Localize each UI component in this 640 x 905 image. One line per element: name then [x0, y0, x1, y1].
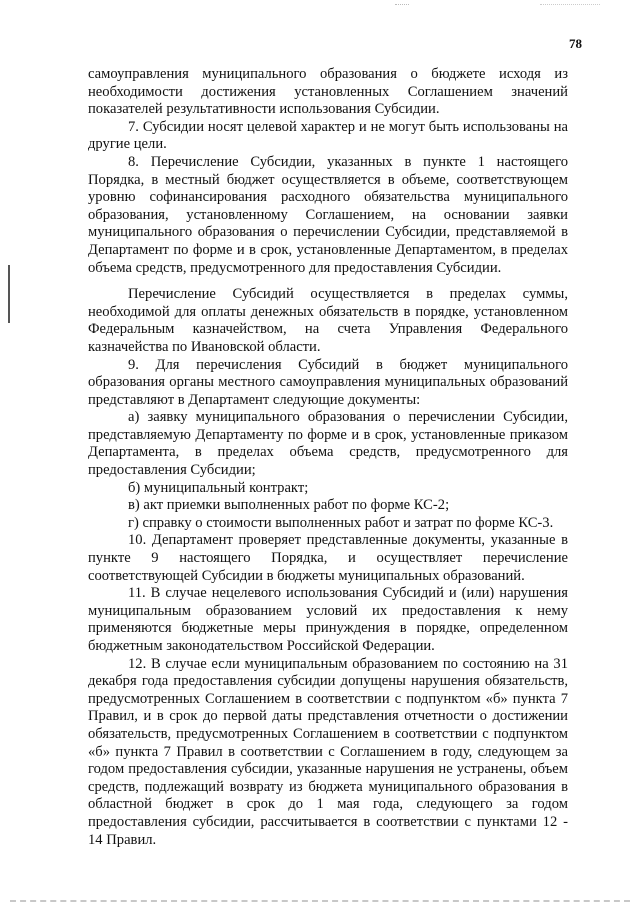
- document-body: [88, 66, 568, 849]
- scan-artifact-bottom: [10, 898, 630, 902]
- list-item-g: г) справку о стоимости выполненных работ и затрат по форме КС-3.: [128, 514, 554, 531]
- page-number: 78: [569, 36, 582, 51]
- paragraph-11: 11. В случае нецелевого использования Субсидий и (или) нарушения муниципальным образованием условий их предоставления к нему применяются бюджетные меры принуждения в порядке, определенном бюджетным законодательством Российской Федерации.: [88, 585, 568, 654]
- list-item-a: а) заявку муниципального образования о перечислении Субсидии, представляемую Департаменту по форме и в срок, установленные приказом Департамента, в пределах объема средств, предусмотренного для предоставления Субсидии;: [88, 409, 568, 479]
- scan-artifact-top-right: [540, 4, 600, 6]
- paragraph-9: 9. Для перечисления Субсидий в бюджет муниципального образования органы местного самоуправления муниципальных образований представляют в Департамент следующие документы:: [88, 356, 568, 408]
- scan-artifact-top: [395, 4, 409, 6]
- paragraph-12: 12. В случае если муниципальным образованием по состоянию на 31 декабря года предоставления субсидии допущены нарушения обязательств, предусмотренных Соглашением в соответствии с подпунктом «б» пункта 7 Правил, и в срок до первой даты представления отчетности о достижении обязательств, предусмотренных Соглашением в соответствии с подпунктом «б» пункта 7 Правил в соответствии с Соглашением в году, следующем за годом предоставления субсидии, указанные нарушения не устранены, объем средств, подлежащий возврату из бюджета муниципального образования в областной бюджет в срок до 1 мая года, следующего за годом предоставления субсидии, рассчитывается в соответствии с пунктами 12 - 14 Правил.: [88, 655, 568, 848]
- paragraph-10: 10. Департамент проверяет представленные документы, указанные в пункте 9 настоящего Порядка, и осуществляет перечисление соответствующей Субсидии в бюджеты муниципальных образований.: [88, 532, 568, 584]
- paragraph-8: 8. Перечисление Субсидии, указанных в пункте 1 настоящего Порядка, в местный бюджет осуществляется в объеме, соответствующем уровню софинансирования расходного обязательства муниципального образования, установленному Соглашением, на основании заявки муниципального образования о перечислении Субсидии, представляемой в Департамент по форме и в срок, установленные Департаментом, в пределах объема средств, предусмотренного для предоставления Субсидии.: [88, 153, 568, 276]
- list-item-v: в) акт приемки выполненных работ по форме КС-2;: [128, 497, 450, 514]
- paragraph-8-transfer: Перечисление Субсидий осуществляется в пределах суммы, необходимой для оплаты денежных обязательств в порядке, установленном Федеральным казначейством, на счета Управления Федерального казначейства по Ивановской области.: [88, 286, 568, 355]
- scan-artifact-left-bar: [8, 265, 10, 323]
- paragraph-7: 7. Субсидии носят целевой характер и не могут быть использованы на другие цели.: [88, 118, 568, 153]
- paragraph-continuation: самоуправления муниципального образования о бюджете исходя из необходимости достижения установленных Соглашением значений показателей результативности использования Субсидии.: [88, 66, 568, 118]
- list-item-b: б) муниципальный контракт;: [128, 479, 309, 496]
